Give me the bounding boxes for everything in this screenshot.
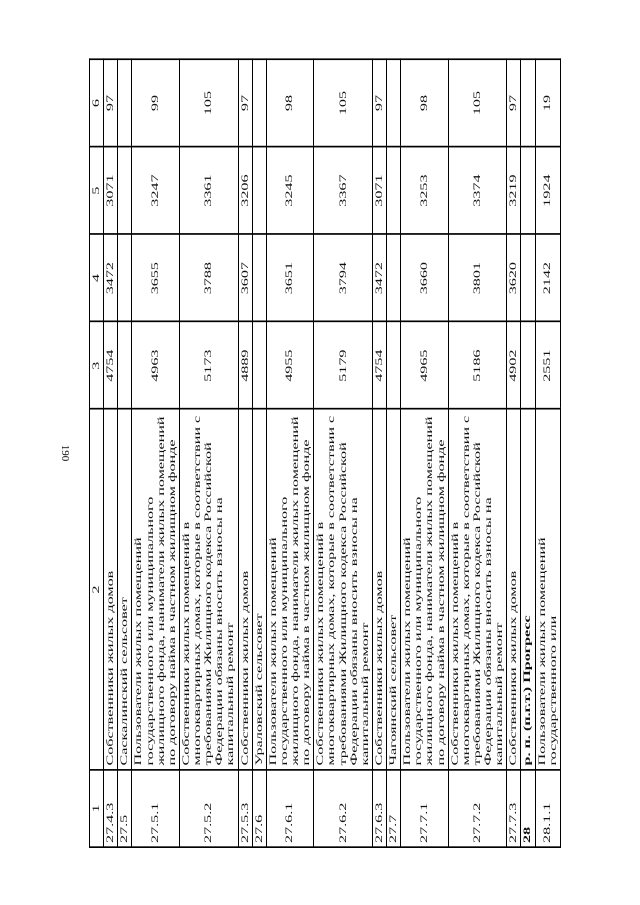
row-code: 27.7.3 — [507, 770, 521, 847]
row-value-4 — [387, 234, 401, 322]
row-value-5: 3071 — [104, 147, 118, 235]
row-code: 28.1.1 — [535, 770, 560, 847]
row-name: Собственники жилых домов — [507, 409, 521, 769]
table-row — [252, 59, 266, 847]
row-name: Пользователи жилых помещений государственного или муниципального жилищного фонда, наниматели жилых помещений по договору найма в частном жилищном фонде — [132, 409, 180, 769]
header-cell: 1 — [90, 770, 104, 847]
table-row — [535, 59, 560, 847]
row-value-4: 3801 — [448, 234, 507, 322]
row-value-5 — [521, 147, 535, 235]
row-value-4: 3788 — [179, 234, 238, 322]
row-value-6: 97 — [238, 59, 252, 147]
row-value-4: 2142 — [535, 234, 560, 322]
row-name: Саскалинский сельсовет — [118, 409, 132, 769]
row-value-3 — [387, 322, 401, 410]
row-value-3 — [252, 322, 266, 410]
row-value-3: 5179 — [314, 322, 373, 410]
row-code: 27.5.3 — [238, 770, 252, 847]
row-value-5: 1924 — [535, 147, 560, 235]
row-value-3: 5186 — [448, 322, 507, 410]
table-row — [132, 59, 180, 847]
page-number: 190 — [59, 444, 71, 462]
table-row — [448, 59, 507, 847]
row-code: 28 — [521, 770, 535, 847]
row-value-3: 5173 — [179, 322, 238, 410]
row-name: Пользователи жилых помещений государственного или муниципального жилищного фонда, наниматели жилых помещений по договору найма в частном жилищном фонде — [266, 409, 314, 769]
row-name: Собственники жилых домов — [238, 409, 252, 769]
row-code: 27.7 — [387, 770, 401, 847]
row-value-4: 3607 — [238, 234, 252, 322]
row-name: Пользователи жилых помещений государственного или муниципального жилищного фонда, наниматели жилых помещений по договору найма в частном жилищном фонде — [401, 409, 449, 769]
row-value-3 — [118, 322, 132, 410]
table-row — [238, 59, 252, 847]
row-value-4: 3472 — [104, 234, 118, 322]
row-value-5: 3367 — [314, 147, 373, 235]
row-value-3: 4963 — [132, 322, 180, 410]
row-value-5: 3071 — [372, 147, 386, 235]
table-header-row — [90, 59, 104, 847]
table-row — [372, 59, 386, 847]
row-code: 27.6.2 — [314, 770, 373, 847]
row-value-5: 3206 — [238, 147, 252, 235]
row-value-6: 98 — [401, 59, 449, 147]
row-value-4: 3794 — [314, 234, 373, 322]
header-cell: 6 — [90, 59, 104, 147]
row-name: Пользователи жилых помещений государственного или — [535, 409, 560, 769]
row-code: 27.7.2 — [448, 770, 507, 847]
row-value-6: 105 — [314, 59, 373, 147]
row-value-3 — [521, 322, 535, 410]
row-value-5: 3219 — [507, 147, 521, 235]
row-value-5 — [387, 147, 401, 235]
table-body — [90, 59, 561, 847]
row-value-4: 3660 — [401, 234, 449, 322]
row-code: 27.6.1 — [266, 770, 314, 847]
row-value-3: 4965 — [401, 322, 449, 410]
row-value-4 — [118, 234, 132, 322]
row-code: 27.5.2 — [179, 770, 238, 847]
table-row — [104, 59, 118, 847]
row-name: Ураловский сельсовет — [252, 409, 266, 769]
row-name: Собственники жилых помещений в многоквартирных домах, которые в соответствии с требованиями Жилищного кодекса Российской Федерации обязаны вносить взносы на капитальный ремонт — [448, 409, 507, 769]
row-value-4: 3651 — [266, 234, 314, 322]
row-value-5: 3361 — [179, 147, 238, 235]
row-value-6: 19 — [535, 59, 560, 147]
row-value-6 — [521, 59, 535, 147]
row-value-3: 4889 — [238, 322, 252, 410]
row-value-5 — [252, 147, 266, 235]
table-row — [179, 59, 238, 847]
row-value-3: 2551 — [535, 322, 560, 410]
row-code: 27.4.3 — [104, 770, 118, 847]
row-value-5 — [118, 147, 132, 235]
row-value-6: 98 — [266, 59, 314, 147]
row-value-4: 3620 — [507, 234, 521, 322]
row-value-6 — [118, 59, 132, 147]
row-value-6 — [387, 59, 401, 147]
row-value-5: 3245 — [266, 147, 314, 235]
row-name: р. п. (п.г.т.) Прогресс — [521, 409, 535, 769]
header-cell: 4 — [90, 234, 104, 322]
row-value-4: 3472 — [372, 234, 386, 322]
header-cell: 2 — [90, 409, 104, 769]
row-value-3: 4754 — [372, 322, 386, 410]
table-row — [507, 59, 521, 847]
row-value-6: 105 — [179, 59, 238, 147]
row-value-6: 97 — [372, 59, 386, 147]
row-value-5: 3247 — [132, 147, 180, 235]
row-value-4 — [521, 234, 535, 322]
row-value-5: 3253 — [401, 147, 449, 235]
table-row — [266, 59, 314, 847]
row-value-5: 3374 — [448, 147, 507, 235]
row-value-6: 97 — [104, 59, 118, 147]
row-name: Чагоянский сельсовет — [387, 409, 401, 769]
row-code: 27.6.3 — [372, 770, 386, 847]
row-value-6: 97 — [507, 59, 521, 147]
row-value-3: 4955 — [266, 322, 314, 410]
row-name: Собственники жилых помещений в многоквартирных домах, которые в соответствии с требованиями Жилищного кодекса Российской Федерации обязаны вносить взносы на капитальный ремонт — [314, 409, 373, 769]
table-row — [118, 59, 132, 847]
table-row — [314, 59, 373, 847]
row-code: 27.5.1 — [132, 770, 180, 847]
row-name: Собственники жилых домов — [104, 409, 118, 769]
row-value-3: 4754 — [104, 322, 118, 410]
table-row — [387, 59, 401, 847]
row-value-4 — [252, 234, 266, 322]
row-value-6: 105 — [448, 59, 507, 147]
row-name: Собственники жилых помещений в многоквартирных домах, которые в соответствии с требованиями Жилищного кодекса Российской Федерации обязаны вносить взносы на капитальный ремонт — [179, 409, 238, 769]
row-code: 27.5 — [118, 770, 132, 847]
rotated-table-container — [89, 58, 599, 848]
table-row — [521, 59, 535, 847]
row-code: 27.6 — [252, 770, 266, 847]
row-code: 27.7.1 — [401, 770, 449, 847]
row-value-6 — [252, 59, 266, 147]
row-name: Собственники жилых домов — [372, 409, 386, 769]
header-cell: 3 — [90, 322, 104, 410]
tariff-table — [89, 58, 561, 848]
table-row — [401, 59, 449, 847]
row-value-6: 99 — [132, 59, 180, 147]
row-value-3: 4902 — [507, 322, 521, 410]
header-cell: 5 — [90, 147, 104, 235]
row-value-4: 3655 — [132, 234, 180, 322]
